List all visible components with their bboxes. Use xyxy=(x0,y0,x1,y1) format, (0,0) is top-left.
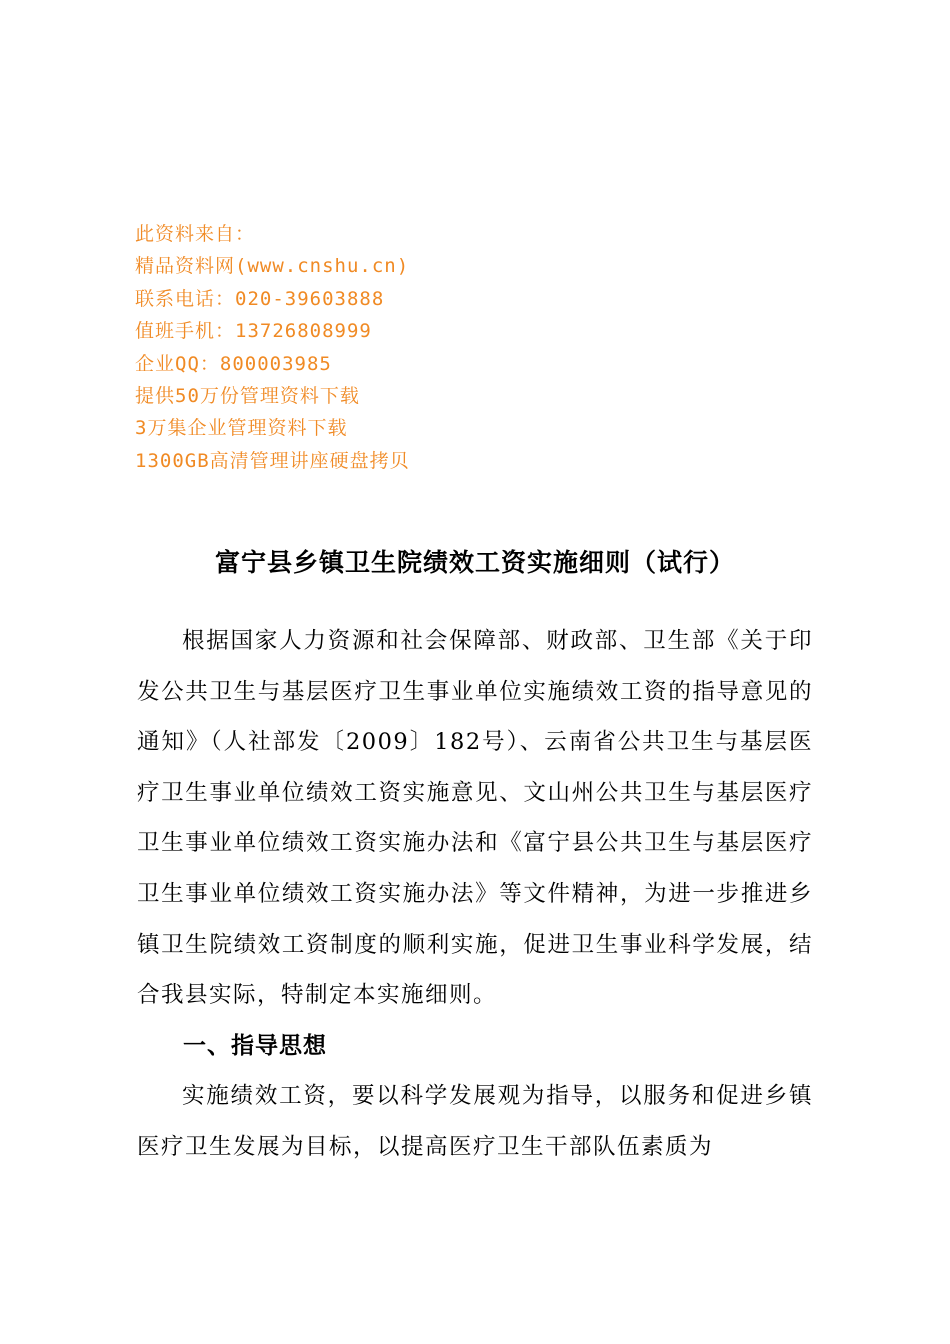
source-notice xyxy=(135,218,655,477)
document-title: 富宁县乡镇卫生院绩效工资实施细则（试行） xyxy=(214,548,735,577)
source-notice-line: 3万集企业管理资料下载 xyxy=(135,417,348,440)
intro-paragraph: 根据国家人力资源和社会保障部、财政部、卫生部《关于印发公共卫生与基层医疗卫生事业单位实施绩效工资的指导意见的通知》（人社部发〔2009〕182号）、云南省公共卫生与基层医疗卫生事业单位绩效工资实施意见、文山州公共卫生与基层医疗卫生事业单位绩效工资实施办法和《富宁县公共卫生与基层医疗卫生事业单位绩效工资实施办法》等文件精神，为进一步推进乡镇卫生院绩效工资制度的顺利实施，促进卫生事业科学发展，结合我县实际，特制定本实施细则。 xyxy=(137,628,813,1009)
source-notice-line: 1300GB高清管理讲座硬盘拷贝 xyxy=(135,449,410,472)
source-notice-line: 精品资料网(www.cnshu.cn) xyxy=(135,255,410,278)
source-notice-line: 联系电话：020-39603888 xyxy=(135,287,385,310)
document-body xyxy=(137,616,813,1173)
section-heading-guiding-ideology: 一、指导思想 xyxy=(183,1032,327,1059)
section-paragraph: 实施绩效工资，要以科学发展观为指导，以服务和促进乡镇医疗卫生发展为目标，以提高医疗卫生干部队伍素质为 xyxy=(137,1083,813,1160)
source-notice-line: 值班手机：13726808999 xyxy=(135,320,372,343)
source-notice-line: 提供50万份管理资料下载 xyxy=(135,385,360,408)
source-notice-line: 企业QQ：800003985 xyxy=(135,352,332,375)
source-notice-line: 此资料来自： xyxy=(135,223,256,245)
